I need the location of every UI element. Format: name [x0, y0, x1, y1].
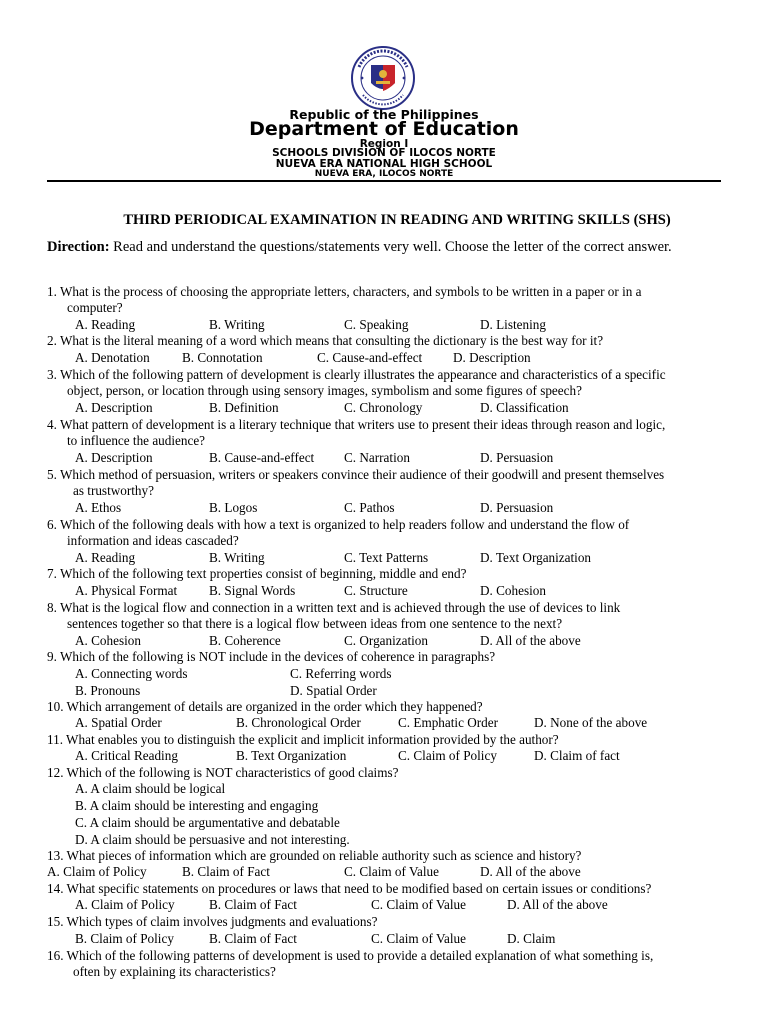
question-16-text-cont: often by explaining its characteristics?	[73, 964, 276, 979]
question-16-text: 16. Which of the following patterns of development is used to provide a detailed explanation of what something is,	[47, 948, 654, 963]
question-4-option-c: C. Narration	[344, 450, 410, 465]
department-heading: Department of Education	[249, 118, 519, 140]
question-7-option-c: C. Structure	[344, 583, 408, 598]
republic-heading: Republic of the Philippines	[289, 107, 479, 122]
question-12-option-d: D. A claim should be persuasive and not interesting.	[75, 832, 350, 847]
question-8-text-cont: sentences together so that there is a logical flow between ideas from one sentence to the next?	[67, 616, 563, 631]
question-14-text: 14. What specific statements on procedures or laws that need to be modified based on certain issues or conditions?	[47, 881, 652, 896]
question-5-option-b: B. Logos	[209, 500, 258, 515]
question-1-option-a: A. Reading	[75, 317, 136, 332]
question-7-option-d: D. Cohesion	[480, 583, 546, 598]
question-6-option-d: D. Text Organization	[480, 550, 592, 565]
question-9-option-c: C. Referring words	[290, 666, 392, 681]
question-5-text-cont: as trustworthy?	[73, 483, 154, 498]
question-13-option-b: B. Claim of Fact	[182, 864, 270, 879]
question-12-option-a: A. A claim should be logical	[75, 781, 226, 796]
question-3-option-d: D. Classification	[480, 400, 569, 415]
direction-line	[47, 239, 672, 256]
question-15-option-c: C. Claim of Value	[371, 931, 466, 946]
question-9-option-b: B. Pronouns	[75, 683, 141, 698]
question-1-text: 1. What is the process of choosing the appropriate letters, characters, and symbols to be written in a paper or in a	[47, 284, 642, 299]
address-heading: NUEVA ERA, ILOCOS NORTE	[314, 169, 454, 179]
question-6-text: 6. Which of the following deals with how a text is organized to help readers follow and understand the flow of	[47, 517, 630, 532]
question-8-option-d: D. All of the above	[480, 633, 581, 648]
question-2-option-c: C. Cause-and-effect	[317, 350, 423, 365]
question-12-option-b: B. A claim should be interesting and engaging	[75, 798, 319, 813]
question-6-option-c: C. Text Patterns	[344, 550, 429, 565]
division-heading: SCHOOLS DIVISION OF ILOCOS NORTE	[272, 147, 496, 159]
question-1-option-b: B. Writing	[209, 317, 265, 332]
question-15-text: 15. Which types of claim involves judgments and evaluations?	[47, 914, 378, 929]
question-2-text: 2. What is the literal meaning of a word which means that consulting the dictionary is the best way for it?	[47, 333, 604, 348]
question-3-text: 3. Which of the following pattern of development is clearly illustrates the appearance and characteristics of a specific	[47, 367, 666, 382]
question-14-option-d: D. All of the above	[507, 897, 608, 912]
question-3-option-a: A. Description	[75, 400, 153, 415]
question-6-option-b: B. Writing	[209, 550, 265, 565]
question-8-option-b: B. Coherence	[209, 633, 281, 648]
question-3-text-cont: object, person, or location through using sensory images, symbolism and some figures of speech?	[67, 383, 582, 398]
question-14-option-b: B. Claim of Fact	[209, 897, 297, 912]
question-13-option-a: A. Claim of Policy	[47, 864, 147, 879]
question-4-option-d: D. Persuasion	[480, 450, 554, 465]
question-2-option-a: A. Denotation	[75, 350, 150, 365]
question-15-option-a: B. Claim of Policy	[75, 931, 174, 946]
deped-seal-logo	[345, 45, 421, 111]
direction-label: Direction:	[47, 239, 110, 255]
question-3-option-b: B. Definition	[209, 400, 279, 415]
question-15-option-d: D. Claim	[507, 931, 556, 946]
question-4-text: 4. What pattern of development is a literary technique that writers use to present their ideas through reason and logic,	[47, 417, 666, 432]
question-5-option-c: C. Pathos	[344, 500, 395, 515]
question-14-option-a: A. Claim of Policy	[75, 897, 175, 912]
question-4-option-a: A. Description	[75, 450, 153, 465]
question-11-option-c: C. Claim of Policy	[398, 748, 497, 763]
question-9-option-a: A. Connecting words	[75, 666, 188, 681]
question-12-option-c: C. A claim should be argumentative and debatable	[75, 815, 340, 830]
question-10-option-a: A. Spatial Order	[75, 715, 162, 730]
question-4-text-cont: to influence the audience?	[67, 433, 206, 448]
question-13-option-d: D. All of the above	[480, 864, 581, 879]
question-3-option-c: C. Chronology	[344, 400, 423, 415]
direction-text: Read and understand the questions/statements very well. Choose the letter of the correct answer.	[109, 239, 672, 255]
question-4-option-b: B. Cause-and-effect	[209, 450, 315, 465]
question-14-option-c: C. Claim of Value	[371, 897, 466, 912]
school-heading: NUEVA ERA NATIONAL HIGH SCHOOL	[275, 158, 493, 170]
question-11-text: 11. What enables you to distinguish the explicit and implicit information provided by the author?	[47, 732, 559, 747]
question-7-text: 7. Which of the following text properties consist of beginning, middle and end?	[47, 566, 467, 581]
header-divider	[47, 180, 721, 182]
question-13-option-c: C. Claim of Value	[344, 864, 439, 879]
question-6-option-a: A. Reading	[75, 550, 136, 565]
question-9-text: 9. Which of the following is NOT include in the devices of coherence in paragraphs?	[47, 649, 496, 664]
question-2-option-d: D. Description	[453, 350, 531, 365]
question-11-option-a: A. Critical Reading	[75, 748, 178, 763]
question-6-text-cont: information and ideas cascaded?	[67, 533, 239, 548]
question-5-option-a: A. Ethos	[75, 500, 122, 515]
question-8-option-c: C. Organization	[344, 633, 428, 648]
question-10-text: 10. Which arrangement of details are organized in the order which they happened?	[47, 699, 483, 714]
question-10-option-b: B. Chronological Order	[236, 715, 361, 730]
question-12-text: 12. Which of the following is NOT characteristics of good claims?	[47, 765, 399, 780]
question-11-option-d: D. Claim of fact	[534, 748, 620, 763]
exam-title: THIRD PERIODICAL EXAMINATION IN READING AND WRITING SKILLS (SHS)	[123, 212, 671, 228]
question-9-option-d: D. Spatial Order	[290, 683, 377, 698]
question-2-option-b: B. Connotation	[182, 350, 263, 365]
question-5-text: 5. Which method of persuasion, writers or speakers convince their audience of their goodwill and present themselves	[47, 467, 665, 482]
question-5-option-d: D. Persuasion	[480, 500, 554, 515]
question-13-text: 13. What pieces of information which are grounded on reliable authority such as science and history?	[47, 848, 582, 863]
question-1-option-c: C. Speaking	[344, 317, 409, 332]
question-15-option-b: B. Claim of Fact	[209, 931, 297, 946]
question-7-option-a: A. Physical Format	[75, 583, 178, 598]
question-11-option-b: B. Text Organization	[236, 748, 347, 763]
question-8-text: 8. What is the logical flow and connection in a written text and is achieved through the use of devices to link	[47, 600, 621, 615]
question-1-option-d: D. Listening	[480, 317, 546, 332]
region-heading: Region I	[359, 138, 409, 150]
question-10-option-d: D. None of the above	[534, 715, 648, 730]
question-7-option-b: B. Signal Words	[209, 583, 296, 598]
question-8-option-a: A. Cohesion	[75, 633, 141, 648]
question-10-option-c: C. Emphatic Order	[398, 715, 498, 730]
question-1-text-cont: computer?	[67, 300, 123, 315]
